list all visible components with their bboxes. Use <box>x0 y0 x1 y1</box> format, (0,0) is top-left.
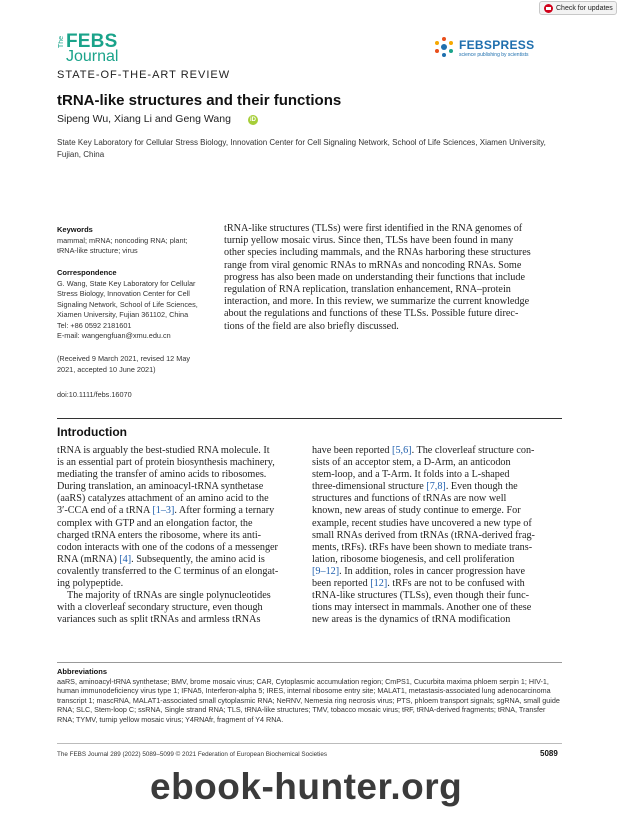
citation-link[interactable]: [4] <box>119 553 132 565</box>
paper-title: tRNA-like structures and their functions <box>57 92 342 109</box>
correspondence-heading: Correspondence <box>57 268 117 277</box>
correspondence-block: Correspondence G. Wang, State Key Laboratory for Cellular Stress Biology, Innovation Center for Cell Signaling Network, School of Life Sciences, Xiamen University, Fujian 361102, China Tel: +86 0592 2181601 E-mail: wangengfuan@xmu.edu.cn <box>57 268 217 342</box>
intro-right-column: have been reported [5,6]. The cloverleaf structure con- sists of an acceptor stem, a D-Arm, an anticodon stem-loop, and a T-Arm. It folds into a L-shaped three-dimensional structure [7,8]. Even though the structures and functions of tRNAs are now well known, new areas of study continue to emerge. For example, recent studies have uncovered a new type of small RNAs derived from tRNAs (tRNA-derived frag- ments, tRFs). tRFs have been shown to mediate trans- lation, ribosome biogenesis, and cell proliferation [9–12]. In addition, roles in cancer progression have been reported [12]. tRFs are not to be confused with tRNA-like structures (TLSs), even though their func- tions may intersect in mammals. Another one of these new areas is the dynamics of tRNA modification <box>312 445 535 626</box>
abbreviations-heading: Abbreviations <box>57 667 108 676</box>
watermark: ebook-hunter.org <box>150 766 463 807</box>
abbreviations-divider <box>57 662 562 663</box>
citation-link[interactable]: [1–3] <box>152 505 175 517</box>
keywords-heading: Keywords <box>57 225 93 234</box>
journal-logo-febs: FEBS <box>66 31 118 52</box>
febs-press-title: FEBSPRESS <box>459 38 535 52</box>
received-dates: (Received 9 March 2021, revised 12 May 2021, accepted 10 June 2021) <box>57 354 191 374</box>
author-list: Sipeng Wu, Xiang Li and Geng Wang <box>57 113 231 125</box>
doi-link[interactable]: doi:10.1111/febs.16070 <box>57 390 132 399</box>
update-icon <box>544 4 553 13</box>
footer-citation: The FEBS Journal 289 (2022) 5089–5099 © 2021 Federation of European Biochemical Societies <box>57 751 327 758</box>
article-section-label: STATE-OF-THE-ART REVIEW <box>57 69 231 81</box>
introduction-heading: Introduction <box>57 425 127 439</box>
check-for-updates-button[interactable] <box>539 1 617 15</box>
affiliation: State Key Laboratory for Cellular Stress Biology, Innovation Center for Cell Signaling Network, School of Life Sciences, Xiamen University, Fujian, China <box>57 138 546 159</box>
febs-press-tagline: science publishing by scientists <box>459 52 529 58</box>
footer-divider <box>57 743 562 744</box>
febs-press-logo-icon <box>433 36 455 58</box>
abstract: tRNA-like structures (TLSs) were first identified in the RNA genomes of turnip yellow mosaic virus. Since then, TLSs have been found in many other species including mammals, and the RNAs harboring these structures range from viral genomic RNAs to mRNAs and noncoding RNAs. Some progress has also been made on understanding their functions that include regulation of RNA replication, translation enhancement, RNA–protein interaction, and more. In this review, we summarize the current knowledge about the regulations and functions of these TLSs. Possible future direc- tions of the field are also briefly discussed. <box>224 223 531 332</box>
citation-link[interactable]: [7,8] <box>426 481 446 493</box>
orcid-icon[interactable]: iD <box>250 117 256 123</box>
citation-link[interactable]: [5,6] <box>392 445 412 456</box>
check-for-updates-label: Check for updates <box>556 5 613 12</box>
citation-link[interactable]: [9–12] <box>312 565 340 577</box>
citation-link[interactable]: [12] <box>370 578 388 590</box>
section-divider <box>57 418 562 419</box>
abbreviations-text: aaRS, aminoacyl-tRNA synthetase; BMV, brome mosaic virus; CAR, Cytoplasmic accumulation region; CmPS1, Cucurbita maxima phloem serpin 1; HIV-1, human immunodeficiency virus type 1; IFNA5, Interferon-alpha 5; IRES, internal ribosome entry site; MALAT1, metastasis-associated lung adenocarcinoma transcript 1; mascRNA, MALAT1-associated small cytoplasmic RNA; NeRNV, Nemesia ring necrosis virus; PTS, phloem transport signals; sgRNA, small guide RNA; SLC, Stem-loop C; ssRNA, Single strand RNA; TLS, tRNA-like structures; TMV, tobacco mosaic virus; tRF, tRNA-derived fragments; tRNA, Transfer RNA; TYMV, turnip yellow mosaic virus; Y4RNAfr, fragment of Y4 RNA. <box>57 677 560 724</box>
journal-the-label: The <box>58 36 65 49</box>
intro-left-column: tRNA is arguably the best-studied RNA molecule. It is an essential part of protein biosynthesis machinery, mediating the transfer of amino acids to ribosomes. During translation, an aminoacyl-tRNA synthetase (aaRS) catalyzes attachment of an amino acid to the 3′-CCA end of a tRNA [1–3]. After forming a ternary complex with GTP and an elongation factor, the charged tRNA enters the ribosome, where its anti- codon interacts with one of the codons of a messenger RNA (mRNA) [4]. Subsequently, the amino acid is covalently transferred to the C terminus of an elongat- ing polypeptide. The majority of tRNAs are single polynucleotides with a cloverleaf secondary structure, even though variances such as split tRNAs and armless tRNAs <box>57 445 279 626</box>
page-number: 5089 <box>540 749 558 758</box>
journal-logo-journal: Journal <box>66 48 119 65</box>
keywords-block: Keywords mammal; mRNA; noncoding RNA; plant; tRNA-like structure; virus <box>57 225 217 257</box>
correspondence-email: E-mail: wangengfuan@xmu.edu.cn <box>57 331 171 340</box>
